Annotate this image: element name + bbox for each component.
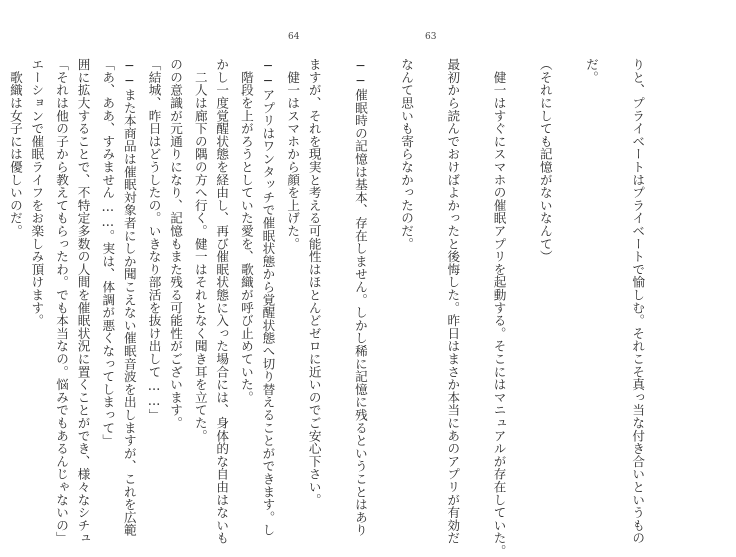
text-line: だ。 <box>583 58 599 84</box>
text-line: 囲に拡大することで、不特定多数の人間を催眠状況に置くことができ、様々なシチュ <box>75 58 91 545</box>
text-line: ──また本商品は催眠対象者にしか聞こえない催眠音波を出しますが、これを広範 <box>121 58 137 537</box>
right-page-number: 63 <box>425 32 437 42</box>
text-line: かし一度覚醒状態を経由し、再び催眠状態に入った場合には、身体的な自由はないも <box>214 58 230 545</box>
text-line: 健一はすぐにスマホの催眠アプリを起動する。そこにはマニュアルが存在していた。 <box>491 58 507 557</box>
text-line: 二人は廊下の隅の方へ行く。健一はそれとなく聞き耳を立てた。 <box>192 58 208 442</box>
text-line: ──アプリはワンタッチで催眠状態から覚醒状態へ切り替えることができます。し <box>260 58 276 537</box>
text-line: 歌織は女子には優しいのだ。 <box>7 58 23 238</box>
text-line: エーションで催眠ライフをお楽しみ頂けます。 <box>29 58 45 327</box>
text-line: ますが、それを現実と考える可能性はほとんどゼロに近いのでご安心下さい。 <box>306 58 322 506</box>
text-line: 健一はスマホから顔を上げた。 <box>285 58 301 250</box>
text-line: 「それは他の子から教えてもらったわ。でも本当なの。悩みでもあるんじゃないの」 <box>54 58 70 545</box>
left-page-text <box>1 58 331 545</box>
text-line: （それにしても記憶がないなんて） <box>537 58 553 263</box>
text-line: 最初から読んでおけばよかったと後悔した。昨日はまさか本当にあのアプリが有効だ <box>445 58 461 545</box>
text-line: 「あ、ああ、すみません……。実は、体調が悪くなってしまって」 <box>100 58 116 447</box>
text-line: のの意識が元通りになり、記憶もまた残る可能性がございます。 <box>168 58 183 430</box>
left-page-number: 64 <box>288 32 300 42</box>
text-line: なんて思いも寄らなかったのだ。 <box>399 58 415 250</box>
text-line: りと、プライベートはプライベートで愉しむ。それこそ真っ当な付き合いというもの <box>630 58 646 545</box>
text-line: 階段を上がろうとしていた愛を、歌織が呼び止めていた。 <box>238 58 254 404</box>
text-line: 「結城、昨日はどうしたの。いきなり部活を抜け出して……」 <box>146 58 162 422</box>
text-line: ──催眠時の記憶は基本、存在しません。しかし稀に記憶に残るということはあり <box>352 58 368 537</box>
